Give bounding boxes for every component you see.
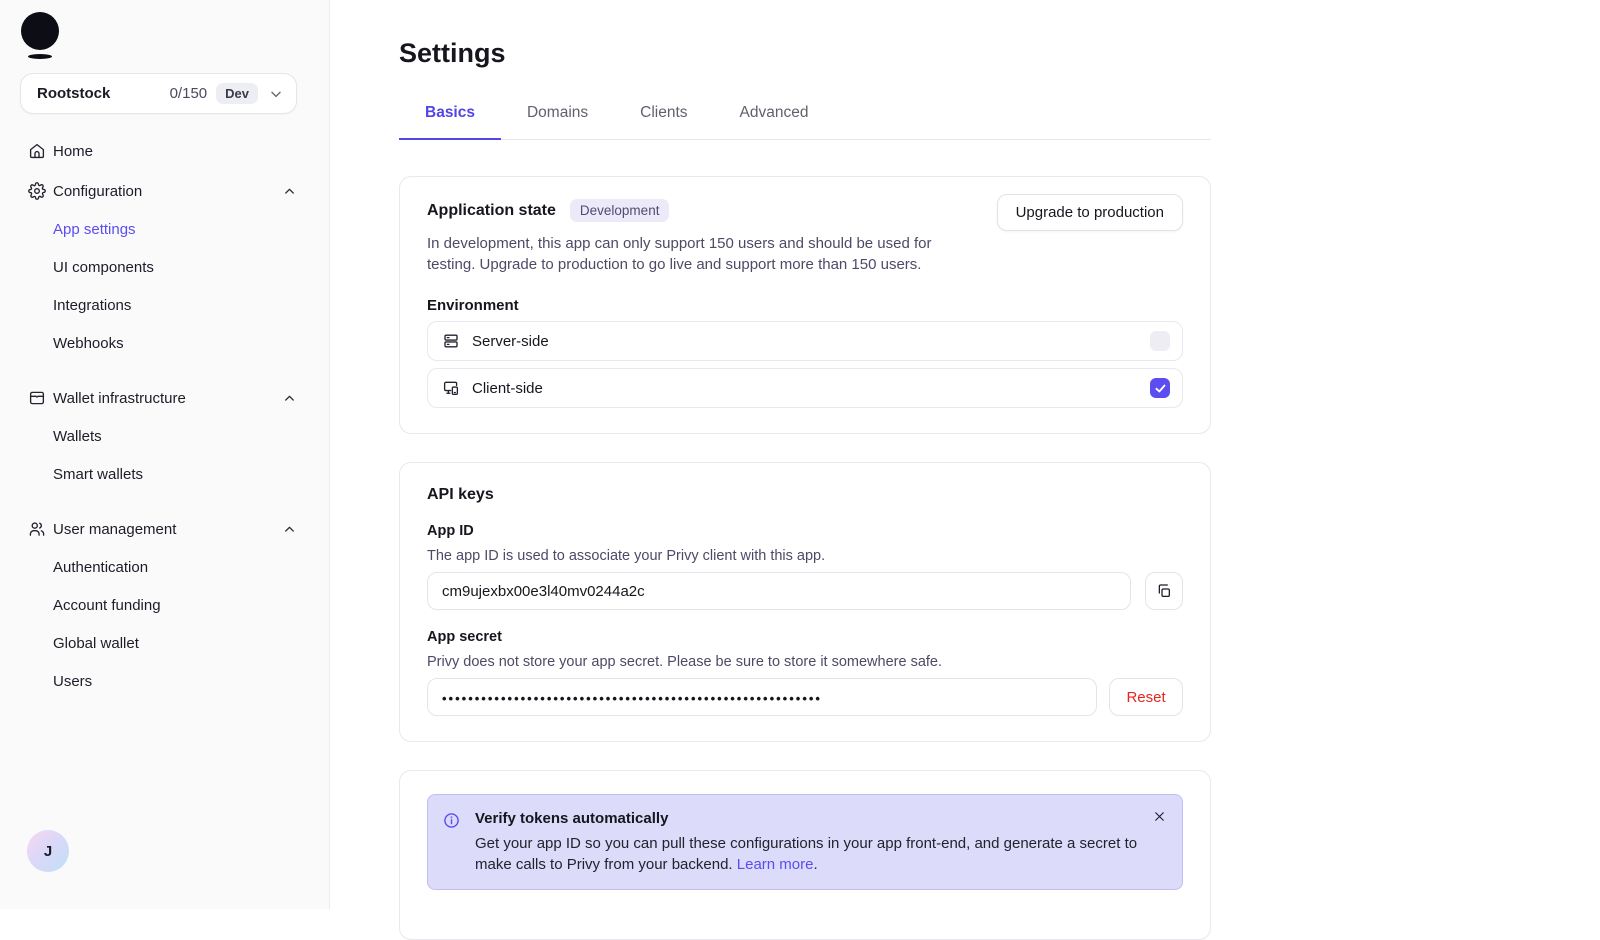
sidebar-section-configuration[interactable] xyxy=(0,178,330,204)
devices-icon xyxy=(442,379,460,397)
sidebar-section-label: Wallet infrastructure xyxy=(53,389,186,407)
sidebar-item-label: Integrations xyxy=(53,296,132,314)
app-id-input[interactable] xyxy=(427,572,1131,610)
sidebar-item-global-wallet[interactable] xyxy=(0,630,330,656)
avatar-initial: J xyxy=(43,842,53,860)
environment-label: Environment xyxy=(427,297,519,314)
sidebar-item-account-funding[interactable] xyxy=(0,592,330,618)
banner-body-text: Get your app ID so you can pull these configurations in your app front-end, and generate a secret to make calls to Privy from your backend. xyxy=(475,835,1138,873)
copy-app-id-button[interactable] xyxy=(1145,572,1183,610)
learn-more-link[interactable]: Learn more xyxy=(736,856,814,873)
environment-option-server-side xyxy=(427,321,1183,361)
sidebar-item-label: Wallets xyxy=(53,427,102,445)
user-avatar[interactable] xyxy=(27,830,69,872)
copy-icon xyxy=(1156,583,1172,599)
sidebar-section-label: Configuration xyxy=(53,182,143,200)
environment-option-label: Client-side xyxy=(472,379,543,397)
sidebar-item-home[interactable] xyxy=(0,138,330,164)
sidebar-item-label: Account funding xyxy=(53,596,161,614)
chevron-up-icon xyxy=(282,522,297,537)
settings-tabs xyxy=(399,104,1211,140)
app-secret-description: Privy does not store your app secret. Please be sure to store it somewhere safe. xyxy=(427,654,943,670)
app-secret-label: App secret xyxy=(427,629,502,645)
application-state-description: In development, this app can only support 150 users and should be used for testing. Upgrade to production to go live and support more than 150 users. xyxy=(427,235,932,273)
sidebar-section-wallet-infrastructure[interactable] xyxy=(0,385,330,411)
sidebar-section-label: User management xyxy=(53,520,177,538)
client-side-checkbox[interactable] xyxy=(1150,378,1170,398)
tab-advanced[interactable]: Advanced xyxy=(739,104,809,121)
sidebar-item-label: Smart wallets xyxy=(53,465,144,483)
application-state-title: Application state xyxy=(427,201,556,219)
info-icon xyxy=(443,812,460,875)
privy-logo xyxy=(21,12,59,50)
banner-title: Verify tokens automatically xyxy=(475,810,669,827)
banner-body-suffix: . xyxy=(813,856,818,873)
upgrade-to-production-button[interactable]: Upgrade to production xyxy=(997,194,1183,231)
sidebar-item-wallets[interactable] xyxy=(0,423,330,449)
chevron-up-icon xyxy=(282,391,297,406)
sidebar-item-users[interactable] xyxy=(0,668,330,694)
tab-domains[interactable]: Domains xyxy=(526,104,589,121)
sidebar-item-label: Authentication xyxy=(53,558,149,576)
api-keys-title: API keys xyxy=(427,486,494,503)
reset-secret-button[interactable]: Reset xyxy=(1109,678,1183,716)
verify-tokens-banner xyxy=(427,794,1183,890)
sidebar-item-app-settings[interactable] xyxy=(0,216,330,242)
users-icon xyxy=(28,520,46,538)
app-usage-count: 0/150 xyxy=(169,85,208,102)
home-icon xyxy=(28,142,46,160)
server-side-checkbox[interactable] xyxy=(1150,331,1170,351)
sidebar-item-integrations[interactable] xyxy=(0,292,330,318)
sidebar xyxy=(0,0,330,909)
sidebar-item-label: Home xyxy=(53,142,94,160)
server-icon xyxy=(442,332,460,350)
token-verification-card xyxy=(399,770,1211,940)
app-name: Rootstock xyxy=(37,85,111,102)
gear-icon xyxy=(28,182,46,200)
page-title: Settings xyxy=(399,38,506,68)
sidebar-section-user-management[interactable] xyxy=(0,516,330,542)
app-id-description: The app ID is used to associate your Privy client with this app. xyxy=(427,548,826,564)
app-id-label: App ID xyxy=(427,523,474,539)
environment-option-label: Server-side xyxy=(472,332,549,350)
sidebar-item-smart-wallets[interactable] xyxy=(0,461,330,487)
wallet-icon xyxy=(28,389,46,407)
env-badge: Dev xyxy=(216,83,258,104)
sidebar-item-ui-components[interactable] xyxy=(0,254,330,280)
app-selector[interactable] xyxy=(20,73,297,114)
application-state-card xyxy=(399,176,1211,434)
sidebar-item-authentication[interactable] xyxy=(0,554,330,580)
sidebar-item-label: App settings xyxy=(53,220,136,238)
sidebar-item-label: Webhooks xyxy=(53,334,124,352)
sidebar-item-label: UI components xyxy=(53,258,154,276)
tab-basics[interactable]: Basics xyxy=(399,104,501,140)
sidebar-item-webhooks[interactable] xyxy=(0,330,330,356)
privy-logo-base xyxy=(28,54,52,59)
tab-clients[interactable]: Clients xyxy=(640,104,688,121)
chevron-down-icon xyxy=(268,86,284,102)
close-icon[interactable] xyxy=(1151,808,1167,824)
environment-option-client-side xyxy=(427,368,1183,408)
chevron-up-icon xyxy=(282,184,297,199)
api-keys-card xyxy=(399,462,1211,742)
sidebar-item-label: Global wallet xyxy=(53,634,139,652)
sidebar-item-label: Users xyxy=(53,672,93,690)
development-badge: Development xyxy=(570,199,670,222)
app-secret-input[interactable] xyxy=(427,678,1097,716)
banner-body xyxy=(475,833,1166,875)
